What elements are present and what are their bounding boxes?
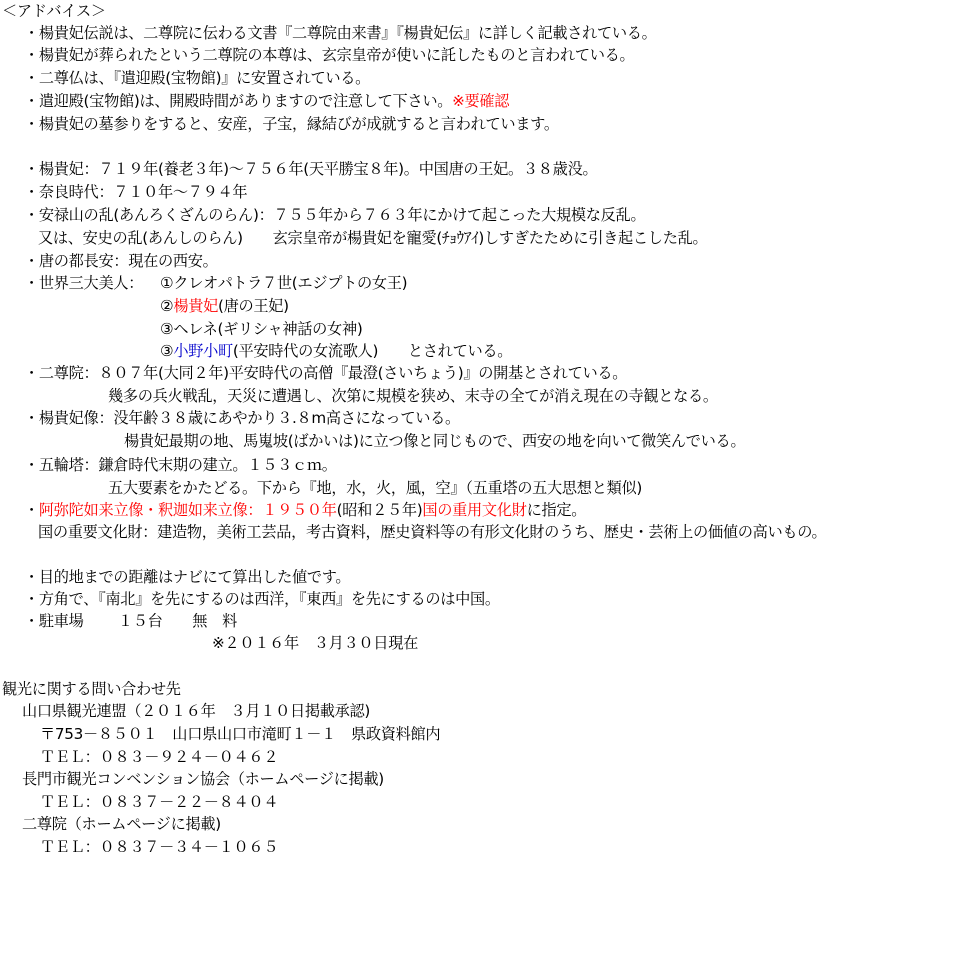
advice-item: ・楊貴妃の墓参りをすると、安産，子宝，縁結びが成就すると言われています。: [24, 115, 559, 133]
cultural-property-line: [24, 499, 586, 521]
note-as-of: ※２０１６年 ３月３０日現在: [212, 634, 418, 652]
beauty-4: [160, 340, 512, 362]
advice-heading: ＜アドバイス＞: [2, 2, 106, 20]
beauty-2-name: 楊貴妃: [173, 297, 218, 315]
contact-org-1: 山口県観光連盟（２０１６年 ３月１０日掲載承認): [22, 702, 371, 720]
advice-item: ・遣迎殿(宝物館)は、開殿時間がありますので注意して下さい。: [24, 92, 453, 110]
fact-anroku-continued: 又は、安史の乱(あんしのらん) 玄宗皇帝が楊貴妃を寵愛(ﾁｮｳｱｲ)しすぎたために引き起こした乱。: [38, 229, 708, 247]
designation-era: (昭和２５年): [336, 501, 423, 519]
beauty-2-number: ②: [160, 297, 174, 315]
statue-line-1: ・楊貴妃像：没年齢３８歳にあやかり３.８m高さになっている。: [24, 409, 460, 427]
contact-org-1-address: 〒753－８５０１ 山口県山口市滝町１－１ 県政資料館内: [40, 725, 441, 743]
beauty-1: ①クレオパトラ７世(エジプトの女王): [160, 274, 408, 292]
cultural-property-definition: 国の重要文化財：建造物，美術工芸品，考古資料，歴史資料等の有形文化財のうち、歴史・芸術上の価値の高いもの。: [38, 523, 827, 541]
beauty-4-note: (平安時代の女流歌人) とされている。: [232, 342, 513, 360]
statue-line-2: 楊貴妃最期の地、馬嵬坡(ばかいは)に立つ像と同じもので、西安の地を向いて微笑んでいる。: [124, 432, 746, 450]
fact-choan: ・唐の都長安：現在の西安。: [24, 252, 218, 270]
advice-item: ・楊貴妃伝説は、二尊院に伝わる文書『二尊院由来書』『楊貴妃伝』に詳しく記載されている。: [24, 24, 657, 42]
beauty-3: ③ヘレネ(ギリシャ神話の女神): [160, 320, 363, 338]
beauty-4-number: ③: [160, 342, 174, 360]
shaka-statue: 釈迦如来立像: [158, 501, 248, 519]
gorinto-line-1: ・五輪塔：鎌倉時代末期の建立。１５３ｃｍ。: [24, 456, 337, 474]
bullet: ・: [24, 501, 39, 519]
fact-anroku: ・安禄山の乱(あんろくざんのらん)：７５５年から７６３年にかけて起こった大規模な反乱。: [24, 206, 646, 224]
advice-item: ・楊貴妃が葬られたという二尊院の本尊は、玄宗皇帝が使いに託したものと言われている。: [24, 46, 635, 64]
beauty-2: [160, 295, 289, 317]
contact-org-2: 長門市観光コンベンション協会（ホームページに掲載): [22, 770, 384, 788]
beauty-4-name: 小野小町: [173, 342, 233, 360]
designation-suffix: に指定。: [526, 501, 587, 519]
contact-org-2-tel: ＴＥＬ：０８３７－２２－８４０４: [40, 793, 279, 811]
note-distance: ・目的地までの距離はナビにて算出した値です。: [24, 568, 351, 586]
advice-item-notice: [24, 90, 509, 112]
separator: ・: [143, 501, 158, 519]
colon: ：: [247, 501, 263, 519]
beauties-label: ・世界三大美人：: [24, 274, 144, 292]
note-direction: ・方角で、『南北』を先にするのは西洋，『東西』を先にするのは中国。: [24, 590, 500, 608]
fact-nara: ・奈良時代：７１０年～７９４年: [24, 183, 248, 201]
note-parking: ・駐車場 １５台 無 料: [24, 612, 237, 630]
designation-type: 国の重用文化財: [422, 501, 527, 519]
nisonin-line-1: ・二尊院：８０７年(大同２年)平安時代の高僧『最澄(さいちょう)』の開基とされている。: [24, 364, 628, 382]
notice-highlight: ※要確認: [452, 92, 510, 110]
nisonin-line-2: 幾多の兵火戦乱，天災に遭遇し、次第に規模を狭め、末寺の全てが消え現在の寺観となる。: [108, 387, 718, 405]
beauty-2-note: (唐の王妃): [218, 297, 289, 315]
fact-yokihi: ・楊貴妃：７１９年(養老３年)～７５６年(天平勝宝８年)。中国唐の王妃。３８歳没。: [24, 160, 598, 178]
contacts-heading: 観光に関する問い合わせ先: [2, 680, 181, 698]
designation-year: １９５０年: [262, 501, 337, 519]
contact-org-3-tel: ＴＥＬ：０８３７－３４－１０６５: [40, 838, 279, 856]
amida-statue: 阿弥陀如来立像: [38, 501, 144, 519]
gorinto-line-2: 五大要素をかたどる。下から『地，水，火，風，空』（五重塔の五大思想と類似): [108, 479, 642, 497]
contact-org-3: 二尊院（ホームページに掲載): [22, 815, 221, 833]
contact-org-1-tel: ＴＥＬ：０８３－９２４－０４６２: [40, 748, 279, 766]
advice-item: ・二尊仏は、『遣迎殿(宝物館)』に安置されている。: [24, 69, 371, 87]
